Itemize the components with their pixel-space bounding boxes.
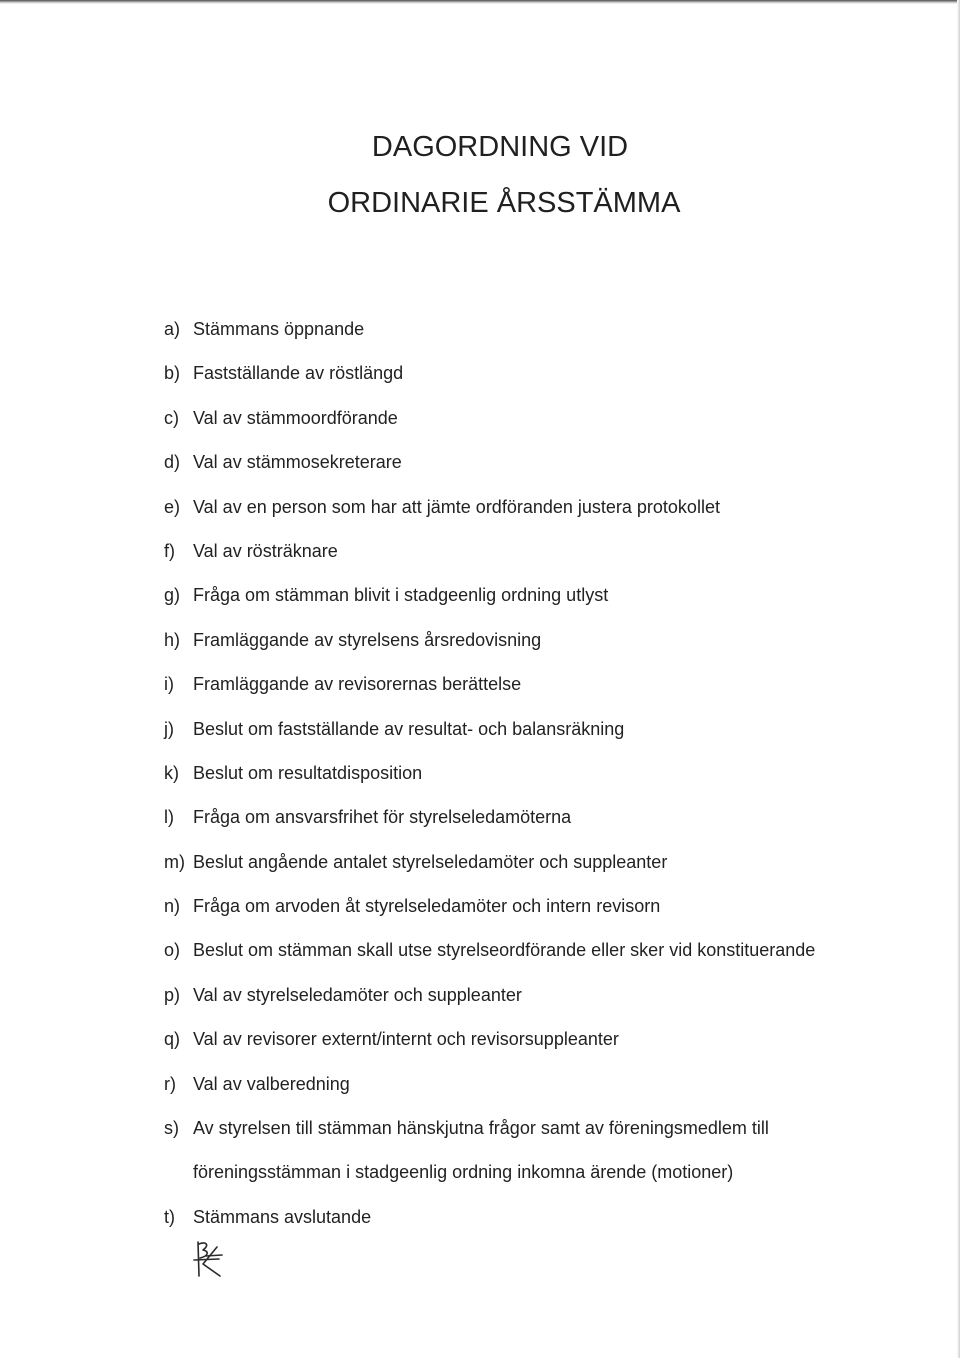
agenda-item-letter: i) — [164, 674, 174, 695]
agenda-item-text: Beslut om stämman skall utse styrelseordförande eller sker vid konstituerande — [193, 940, 816, 961]
handwritten-initials-signature — [192, 1238, 226, 1280]
agenda-item-text: Fråga om arvoden åt styrelseledamöter och intern revisorn — [193, 896, 661, 917]
agenda-item — [164, 623, 815, 667]
agenda-item-letter: l) — [164, 807, 174, 828]
agenda-item-letter: c) — [164, 407, 179, 428]
agenda-item-text: Fråga om ansvarsfrihet för styrelseledamöterna — [193, 807, 572, 828]
agenda-item-letter: d) — [164, 452, 181, 473]
agenda-item — [164, 800, 815, 844]
agenda-item-letter: f) — [164, 540, 175, 561]
agenda-item — [164, 445, 815, 489]
agenda-list — [164, 312, 815, 1244]
agenda-item — [164, 667, 815, 711]
agenda-item — [164, 1067, 815, 1111]
agenda-item-letter: t) — [164, 1206, 175, 1227]
document-title-line-1: DAGORDNING VID — [371, 131, 629, 163]
agenda-item-letter: r) — [164, 1073, 176, 1094]
agenda-item-text: Val av stämmosekreterare — [193, 452, 402, 473]
agenda-item-letter: e) — [164, 496, 181, 517]
agenda-item — [164, 1111, 815, 1155]
agenda-item-text: Val av stämmoordförande — [193, 407, 398, 428]
agenda-item — [164, 889, 815, 933]
agenda-item-text: Val av revisorer externt/internt och revisorsuppleanter — [193, 1029, 619, 1050]
agenda-item — [164, 1200, 815, 1244]
agenda-item-text: Framläggande av revisorernas berättelse — [193, 674, 522, 695]
agenda-item-letter: p) — [164, 984, 181, 1005]
agenda-item — [164, 712, 815, 756]
agenda-item — [164, 933, 815, 977]
agenda-item-text: Beslut om resultatdisposition — [193, 762, 423, 783]
agenda-item-text: Fråga om stämman blivit i stadgeenlig ordning utlyst — [193, 585, 609, 606]
agenda-item — [164, 845, 815, 889]
agenda-item-letter: a) — [164, 319, 181, 339]
agenda-item-letter: k) — [164, 762, 179, 783]
scan-edge-top — [0, 0, 960, 4]
agenda-item-letter: j) — [164, 718, 174, 739]
agenda-item-text: Stämmans avslutande — [193, 1206, 372, 1227]
agenda-item-text: Val av styrelseledamöter och suppleanter — [193, 984, 522, 1005]
agenda-item-letter: h) — [164, 629, 181, 650]
agenda-item — [164, 356, 815, 400]
agenda-item-letter: g) — [164, 585, 181, 606]
agenda-item-continuation — [164, 1155, 815, 1199]
agenda-item-text: Av styrelsen till stämman hänskjutna frågor samt av föreningsmedlem till — [193, 1118, 769, 1139]
document-title-line-2: ORDINARIE ÅRSSTÄMMA — [327, 187, 681, 219]
agenda-item-text: Stämmans öppnande — [193, 319, 365, 339]
agenda-item-letter: q) — [164, 1029, 181, 1050]
agenda-item — [164, 756, 815, 800]
agenda-item — [164, 578, 815, 622]
agenda-item-letter: s) — [164, 1118, 179, 1139]
agenda-item-text: Fastställande av röstlängd — [193, 363, 404, 384]
agenda-item-text: Beslut angående antalet styrelseledamöter och suppleanter — [193, 851, 668, 872]
agenda-item-text: Val av en person som har att jämte ordföranden justera protokollet — [193, 496, 720, 517]
agenda-item-text: Beslut om fastställande av resultat- och balansräkning — [193, 718, 625, 739]
agenda-item-letter: o) — [164, 940, 181, 961]
agenda-item-letter: b) — [164, 363, 181, 384]
agenda-item-letter: m) — [164, 851, 185, 872]
agenda-item-letter: n) — [164, 896, 181, 917]
agenda-item-text: Val av rösträknare — [193, 540, 338, 561]
agenda-item — [164, 978, 815, 1022]
agenda-item — [164, 312, 815, 356]
agenda-item — [164, 490, 815, 534]
agenda-item-text: Framläggande av styrelsens årsredovisning — [193, 629, 542, 650]
agenda-item-text: föreningsstämman i stadgeenlig ordning inkomna ärende (motioner) — [193, 1162, 734, 1183]
agenda-item — [164, 401, 815, 445]
agenda-item — [164, 1022, 815, 1066]
agenda-item-text: Val av valberedning — [193, 1073, 350, 1094]
agenda-item — [164, 534, 815, 578]
